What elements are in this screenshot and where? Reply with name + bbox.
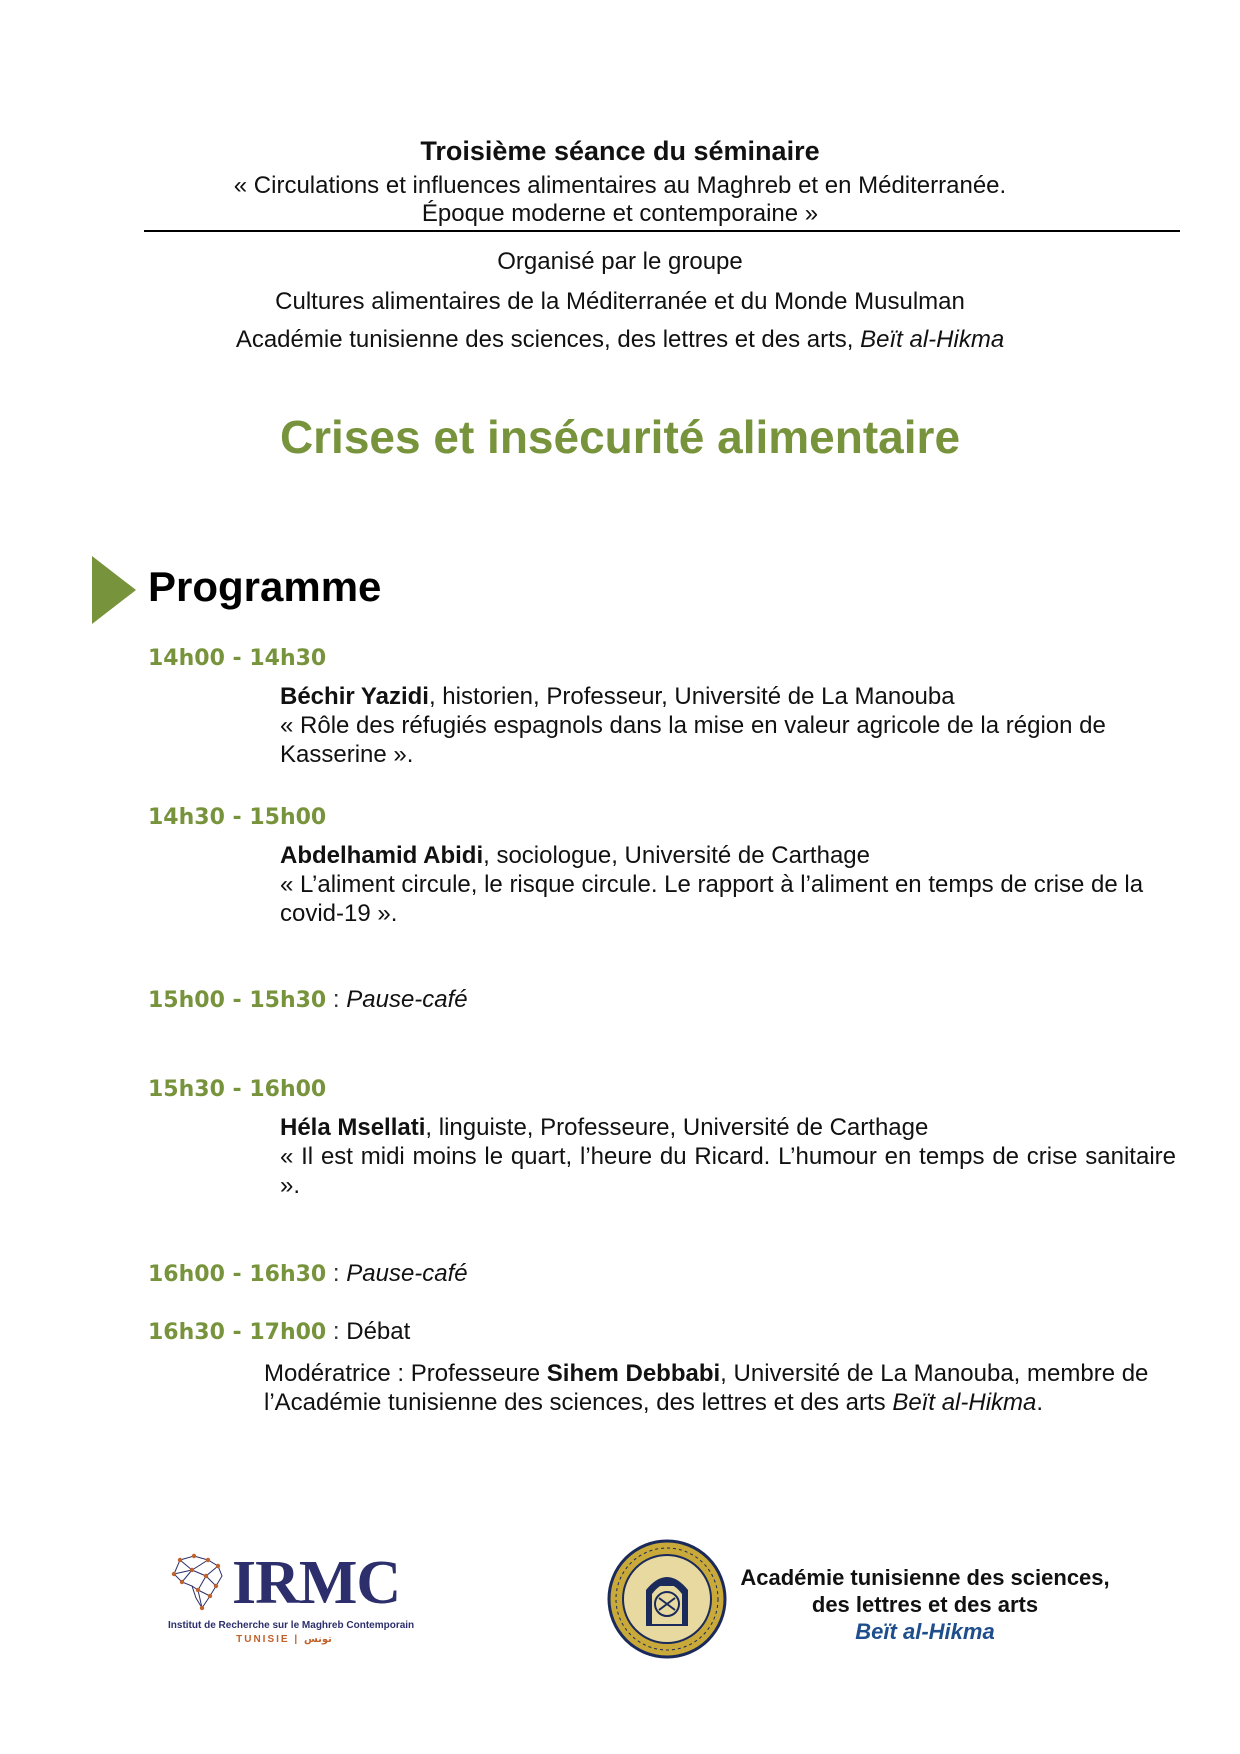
organizer-intro: Organisé par le groupe (497, 248, 743, 275)
slot-time-row (148, 644, 326, 672)
talk-block (280, 682, 1176, 769)
moderator-end: . (1036, 1389, 1044, 1416)
main-title: Crises et insécurité alimentaire (279, 411, 961, 463)
slot-time: 15h00 - 15h30 (148, 988, 327, 1013)
slot-time: 14h00 - 14h30 (148, 646, 327, 671)
slot-label: Débat (346, 1318, 411, 1345)
talk-title: « L’aliment circule, le risque circule. Le rapport à l’aliment en temps de crise de la covid-19 ». (280, 871, 1144, 927)
slot-time: 14h30 - 15h00 (148, 805, 327, 830)
triangle-bullet-icon (92, 556, 136, 624)
speaker-affiliation: , historien, Professeur, Université de La Manouba (428, 683, 955, 710)
slot-separator: : (326, 986, 347, 1013)
moderator-academy-name: Beït al-Hikma (892, 1389, 1037, 1416)
slot-time: 16h30 - 17h00 (148, 1320, 327, 1345)
seminar-subtitle-line2: Époque moderne et contemporaine » (421, 200, 819, 227)
speaker-name: Abdelhamid Abidi (280, 842, 484, 869)
talk-block (280, 841, 1176, 928)
talk-title: « Rôle des réfugiés espagnols dans la mise en valeur agricole de la région de Kasserine ». (280, 712, 1106, 768)
slot-time-row (148, 1075, 326, 1103)
irmc-subtitle: Institut de Recherche sur le Maghreb Contemporain (168, 1620, 415, 1631)
programme-heading: Programme (148, 563, 382, 610)
moderator-prefix: Modératrice : Professeure (264, 1360, 547, 1387)
africa-network-icon (168, 1552, 230, 1612)
beit-al-hikma-seal-icon (606, 1538, 728, 1660)
slot-time-row (148, 1260, 468, 1288)
slot-separator: : (326, 1260, 347, 1287)
slot-separator: : (326, 1318, 347, 1345)
slot-label: Pause-café (346, 1260, 468, 1287)
irmc-logo (168, 1548, 415, 1645)
speaker-name: Béchir Yazidi (280, 683, 429, 710)
seminar-title: Troisième séance du séminaire (420, 136, 820, 166)
organizer-academy (0, 326, 1240, 354)
talk-block (280, 1113, 1176, 1200)
speaker-name: Héla Msellati (280, 1114, 426, 1141)
irmc-wordmark: IRMC (232, 1549, 401, 1617)
slot-time-row (148, 1318, 410, 1346)
organizer-group: Cultures alimentaires de la Méditerranée et du Monde Musulman (275, 288, 965, 315)
speaker-affiliation: , sociologue, Université de Carthage (483, 842, 870, 869)
academy-text: Académie tunisienne des sciences, des lettres et des arts, (235, 326, 861, 353)
seminar-subtitle-line1: « Circulations et influences alimentaires au Maghreb et en Méditerranée. (233, 172, 1007, 199)
academy-name: Beït al-Hikma (860, 326, 1005, 353)
slot-label: Pause-café (346, 986, 468, 1013)
slot-time-row (148, 986, 468, 1014)
academy-logo-line1: Académie tunisienne des sciences, (740, 1565, 1110, 1590)
speaker-affiliation: , linguiste, Professeure, Université de Carthage (425, 1114, 929, 1141)
slot-time: 15h30 - 16h00 (148, 1077, 327, 1102)
academy-logo-line2: des lettres et des arts (811, 1592, 1039, 1617)
irmc-country: TUNISIE | تونس (236, 1634, 332, 1645)
slot-time-row (148, 803, 326, 831)
header-divider (144, 230, 1180, 232)
slot-time: 16h00 - 16h30 (148, 1262, 327, 1287)
academy-logo-line3: Beït al-Hikma (855, 1619, 995, 1644)
moderator-block (264, 1359, 1176, 1417)
talk-title: « Il est midi moins le quart, l’heure du Ricard. L’humour en temps de crise sanitaire ». (280, 1143, 1176, 1199)
moderator-name: Sihem Debbabi (546, 1360, 721, 1387)
moderator-suffix: , Université de La Manouba, membre de l’Académie tunisienne des sciences, des lettres et des arts (264, 1360, 1149, 1416)
